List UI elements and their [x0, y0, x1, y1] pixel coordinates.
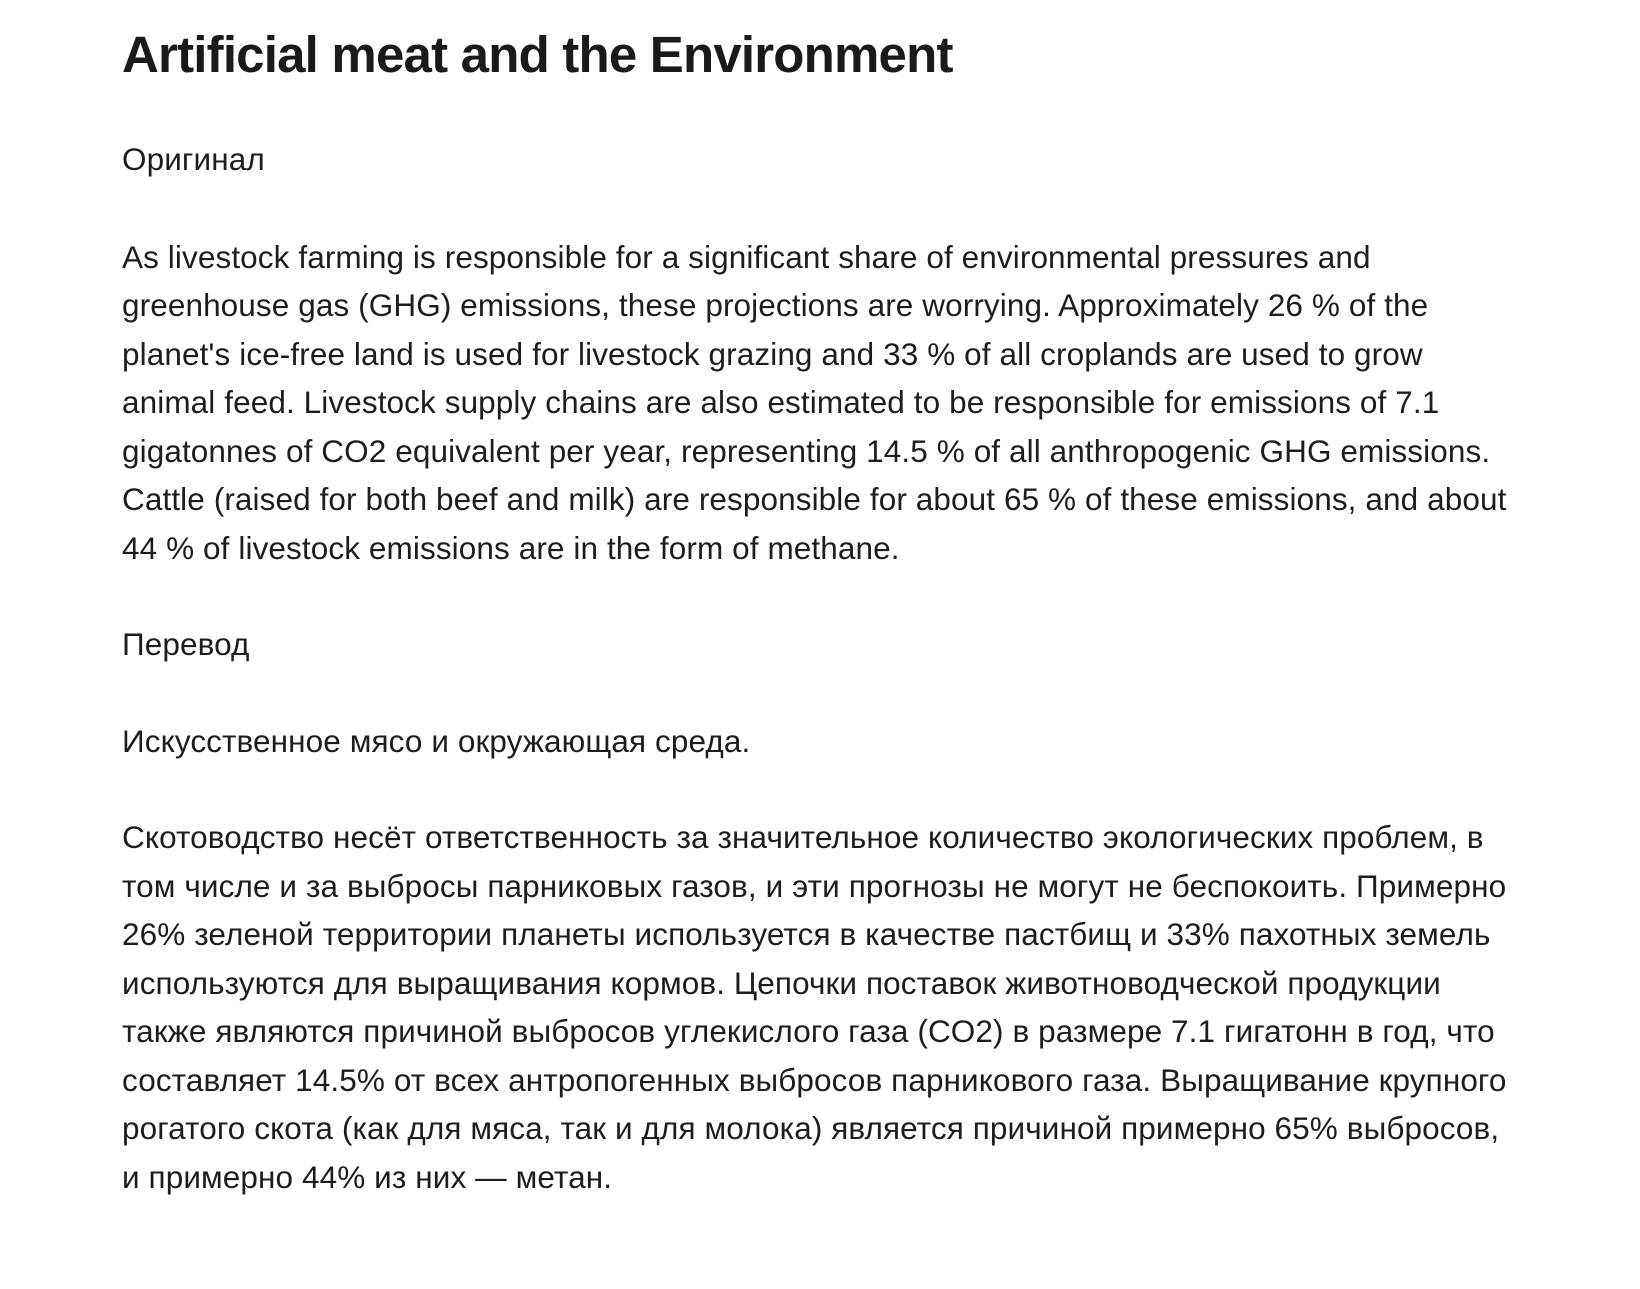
original-paragraph: As livestock farming is responsible for a significant share of environmental pressures and greenhouse gas (GHG) emissions, these projections are worrying. Approximately 26 % of the planet's ice-free land is used for livestock grazing and 33 % of all croplands are used to grow animal feed. Livestock supply chains are also estimated to be responsible for emissions of 7.1 gigatonnes of CO2 equivalent per year, representing 14.5 % of all anthropogenic GHG emissions. Cattle (raised for both beef and milk) are responsible for about 65 % of these emissions, and about 44 % of livestock emissions are in the form of methane. [122, 238, 1507, 566]
translated-title: Искусственное мясо и окружающая среда. [122, 722, 751, 759]
document [122, 0, 1522, 1201]
translated-paragraph: Скотоводство несёт ответственность за значительное количество экологических проблем, в том числе и за выбросы парниковых газов, и эти прогнозы не могут не беспокоить. Примерно 26% зеленой территории планеты используется в качестве пастбищ и 33% пахотных земель используются для выращивания кормов. Цепочки поставок животноводческой продукции также являются причиной выбросов углекислого газа (CO2) в размере 7.1 гигатонн в год, что составляет 14.5% от всех антропогенных выбросов парникового газа. Выращивание крупного рогатого скота (как для мяса, так и для молока) является причиной примерно 65% выбросов, и примерно 44% из них — метан. [122, 819, 1507, 1195]
page-title: Artificial meat and the Environment [122, 26, 953, 83]
translation-label: Перевод [122, 626, 250, 662]
original-label: Оригинал [122, 141, 265, 177]
